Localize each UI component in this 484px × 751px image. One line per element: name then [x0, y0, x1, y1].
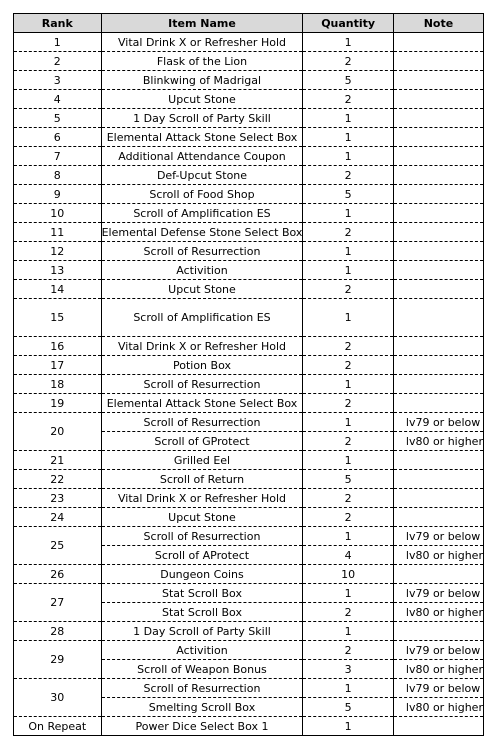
- item-name-cell: Upcut Stone: [101, 280, 303, 299]
- item-name-cell: Elemental Defense Stone Select Box: [101, 223, 303, 242]
- quantity-cell: 1: [303, 451, 393, 470]
- quantity-cell: 1: [303, 584, 393, 603]
- quantity-cell: 2: [303, 394, 393, 413]
- rank-cell: 25: [14, 527, 102, 565]
- note-cell: [393, 185, 483, 204]
- table-row: [14, 622, 484, 641]
- table-row: [14, 584, 484, 603]
- note-cell: [393, 394, 483, 413]
- item-name-cell: Vital Drink X or Refresher Hold: [101, 337, 303, 356]
- rank-cell: 2: [14, 52, 102, 71]
- item-name-cell: Scroll of AProtect: [101, 546, 303, 565]
- table-row: [14, 109, 484, 128]
- rank-cell: 14: [14, 280, 102, 299]
- reward-table: [13, 13, 484, 736]
- rank-cell: 5: [14, 109, 102, 128]
- note-cell: lv79 or below: [393, 413, 483, 432]
- item-name-cell: Blinkwing of Madrigal: [101, 71, 303, 90]
- note-cell: [393, 451, 483, 470]
- table-row: [14, 242, 484, 261]
- item-name-cell: 1 Day Scroll of Party Skill: [101, 622, 303, 641]
- note-cell: lv79 or below: [393, 679, 483, 698]
- rank-cell: 13: [14, 261, 102, 280]
- item-name-cell: Vital Drink X or Refresher Hold: [101, 33, 303, 52]
- quantity-cell: 10: [303, 565, 393, 584]
- note-cell: [393, 128, 483, 147]
- note-cell: lv79 or below: [393, 641, 483, 660]
- note-cell: [393, 508, 483, 527]
- rank-cell: 29: [14, 641, 102, 679]
- item-name-cell: 1 Day Scroll of Party Skill: [101, 109, 303, 128]
- quantity-cell: 1: [303, 109, 393, 128]
- item-name-cell: Scroll of Food Shop: [101, 185, 303, 204]
- note-cell: lv79 or below: [393, 527, 483, 546]
- note-cell: [393, 166, 483, 185]
- table-row: [14, 489, 484, 508]
- quantity-cell: 2: [303, 52, 393, 71]
- rank-cell: 10: [14, 204, 102, 223]
- item-name-cell: Upcut Stone: [101, 90, 303, 109]
- header-row: [14, 14, 484, 33]
- item-name-cell: Flask of the Lion: [101, 52, 303, 71]
- table-row: [14, 52, 484, 71]
- rank-cell: 22: [14, 470, 102, 489]
- quantity-cell: 5: [303, 71, 393, 90]
- quantity-cell: 2: [303, 432, 393, 451]
- quantity-cell: 1: [303, 717, 393, 736]
- table-row: [14, 413, 484, 432]
- item-name-cell: Stat Scroll Box: [101, 603, 303, 622]
- quantity-cell: 1: [303, 413, 393, 432]
- item-name-cell: Scroll of Return: [101, 470, 303, 489]
- rank-cell: 28: [14, 622, 102, 641]
- note-cell: [393, 90, 483, 109]
- table-row: [14, 147, 484, 166]
- header-rank: Rank: [14, 14, 102, 33]
- quantity-cell: 1: [303, 299, 393, 337]
- rank-cell: 21: [14, 451, 102, 470]
- note-cell: [393, 147, 483, 166]
- quantity-cell: 1: [303, 375, 393, 394]
- table-row: [14, 394, 484, 413]
- item-name-cell: Scroll of Amplification ES: [101, 204, 303, 223]
- rank-cell: 19: [14, 394, 102, 413]
- table-row: [14, 33, 484, 52]
- rank-cell: 4: [14, 90, 102, 109]
- table-row: [14, 356, 484, 375]
- rank-cell: 9: [14, 185, 102, 204]
- quantity-cell: 2: [303, 641, 393, 660]
- item-name-cell: Potion Box: [101, 356, 303, 375]
- item-name-cell: Scroll of Resurrection: [101, 242, 303, 261]
- rank-cell: 30: [14, 679, 102, 717]
- rank-cell: 24: [14, 508, 102, 527]
- table-row: [14, 337, 484, 356]
- rank-cell: 18: [14, 375, 102, 394]
- item-name-cell: Scroll of Resurrection: [101, 527, 303, 546]
- item-name-cell: Stat Scroll Box: [101, 584, 303, 603]
- table-row: [14, 470, 484, 489]
- note-cell: [393, 375, 483, 394]
- item-name-cell: Activition: [101, 261, 303, 280]
- quantity-cell: 2: [303, 356, 393, 375]
- table-row: [14, 71, 484, 90]
- note-cell: lv80 or higher: [393, 603, 483, 622]
- table-row: [14, 280, 484, 299]
- rank-cell: 26: [14, 565, 102, 584]
- item-name-cell: Power Dice Select Box 1: [101, 717, 303, 736]
- quantity-cell: 2: [303, 166, 393, 185]
- quantity-cell: 1: [303, 33, 393, 52]
- header-item-name: Item Name: [101, 14, 303, 33]
- rank-cell: 16: [14, 337, 102, 356]
- note-cell: [393, 52, 483, 71]
- quantity-cell: 2: [303, 337, 393, 356]
- table-row: [14, 679, 484, 698]
- note-cell: lv79 or below: [393, 584, 483, 603]
- note-cell: [393, 261, 483, 280]
- rank-cell: 15: [14, 299, 102, 337]
- item-name-cell: Scroll of Resurrection: [101, 375, 303, 394]
- note-cell: [393, 470, 483, 489]
- quantity-cell: 1: [303, 261, 393, 280]
- rank-cell: 20: [14, 413, 102, 451]
- quantity-cell: 1: [303, 527, 393, 546]
- note-cell: [393, 622, 483, 641]
- note-cell: [393, 109, 483, 128]
- rank-cell: 3: [14, 71, 102, 90]
- header-note: Note: [393, 14, 483, 33]
- note-cell: [393, 717, 483, 736]
- quantity-cell: 5: [303, 470, 393, 489]
- item-name-cell: Elemental Attack Stone Select Box: [101, 128, 303, 147]
- table-row: [14, 166, 484, 185]
- quantity-cell: 1: [303, 622, 393, 641]
- reward-table-container: [13, 13, 484, 736]
- note-cell: [393, 223, 483, 242]
- quantity-cell: 1: [303, 128, 393, 147]
- table-row: [14, 223, 484, 242]
- note-cell: [393, 280, 483, 299]
- note-cell: [393, 489, 483, 508]
- item-name-cell: Scroll of Amplification ES: [101, 299, 303, 337]
- rank-cell: 27: [14, 584, 102, 622]
- quantity-cell: 2: [303, 223, 393, 242]
- quantity-cell: 1: [303, 147, 393, 166]
- rank-cell: 6: [14, 128, 102, 147]
- quantity-cell: 2: [303, 508, 393, 527]
- item-name-cell: Scroll of Resurrection: [101, 679, 303, 698]
- item-name-cell: Elemental Attack Stone Select Box: [101, 394, 303, 413]
- item-name-cell: Dungeon Coins: [101, 565, 303, 584]
- table-row: [14, 90, 484, 109]
- item-name-cell: Scroll of GProtect: [101, 432, 303, 451]
- rank-cell: 7: [14, 147, 102, 166]
- note-cell: [393, 299, 483, 337]
- item-name-cell: Activition: [101, 641, 303, 660]
- quantity-cell: 2: [303, 90, 393, 109]
- note-cell: [393, 33, 483, 52]
- table-row: [14, 299, 484, 337]
- quantity-cell: 1: [303, 204, 393, 223]
- quantity-cell: 1: [303, 242, 393, 261]
- item-name-cell: Scroll of Weapon Bonus: [101, 660, 303, 679]
- note-cell: [393, 337, 483, 356]
- item-name-cell: Additional Attendance Coupon: [101, 147, 303, 166]
- table-row: [14, 527, 484, 546]
- note-cell: lv80 or higher: [393, 432, 483, 451]
- table-row: [14, 565, 484, 584]
- quantity-cell: 5: [303, 698, 393, 717]
- note-cell: [393, 204, 483, 223]
- table-row: [14, 451, 484, 470]
- item-name-cell: Grilled Eel: [101, 451, 303, 470]
- table-row: [14, 261, 484, 280]
- note-cell: [393, 356, 483, 375]
- note-cell: [393, 565, 483, 584]
- table-row: [14, 128, 484, 147]
- quantity-cell: 3: [303, 660, 393, 679]
- quantity-cell: 5: [303, 185, 393, 204]
- table-row: [14, 204, 484, 223]
- quantity-cell: 1: [303, 679, 393, 698]
- quantity-cell: 2: [303, 489, 393, 508]
- item-name-cell: Scroll of Resurrection: [101, 413, 303, 432]
- item-name-cell: Def-Upcut Stone: [101, 166, 303, 185]
- note-cell: lv80 or higher: [393, 546, 483, 565]
- rank-cell: 23: [14, 489, 102, 508]
- table-row: [14, 185, 484, 204]
- note-cell: [393, 242, 483, 261]
- item-name-cell: Smelting Scroll Box: [101, 698, 303, 717]
- rank-cell: 1: [14, 33, 102, 52]
- table-row: [14, 508, 484, 527]
- quantity-cell: 2: [303, 280, 393, 299]
- quantity-cell: 4: [303, 546, 393, 565]
- table-body: [14, 33, 484, 736]
- item-name-cell: Vital Drink X or Refresher Hold: [101, 489, 303, 508]
- quantity-cell: 2: [303, 603, 393, 622]
- rank-cell: 11: [14, 223, 102, 242]
- table-row: [14, 375, 484, 394]
- rank-cell: On Repeat: [14, 717, 102, 736]
- table-header: [14, 14, 484, 33]
- rank-cell: 8: [14, 166, 102, 185]
- rank-cell: 17: [14, 356, 102, 375]
- note-cell: [393, 71, 483, 90]
- table-row: [14, 641, 484, 660]
- item-name-cell: Upcut Stone: [101, 508, 303, 527]
- header-quantity: Quantity: [303, 14, 393, 33]
- note-cell: lv80 or higher: [393, 660, 483, 679]
- rank-cell: 12: [14, 242, 102, 261]
- note-cell: lv80 or higher: [393, 698, 483, 717]
- table-row: [14, 717, 484, 736]
